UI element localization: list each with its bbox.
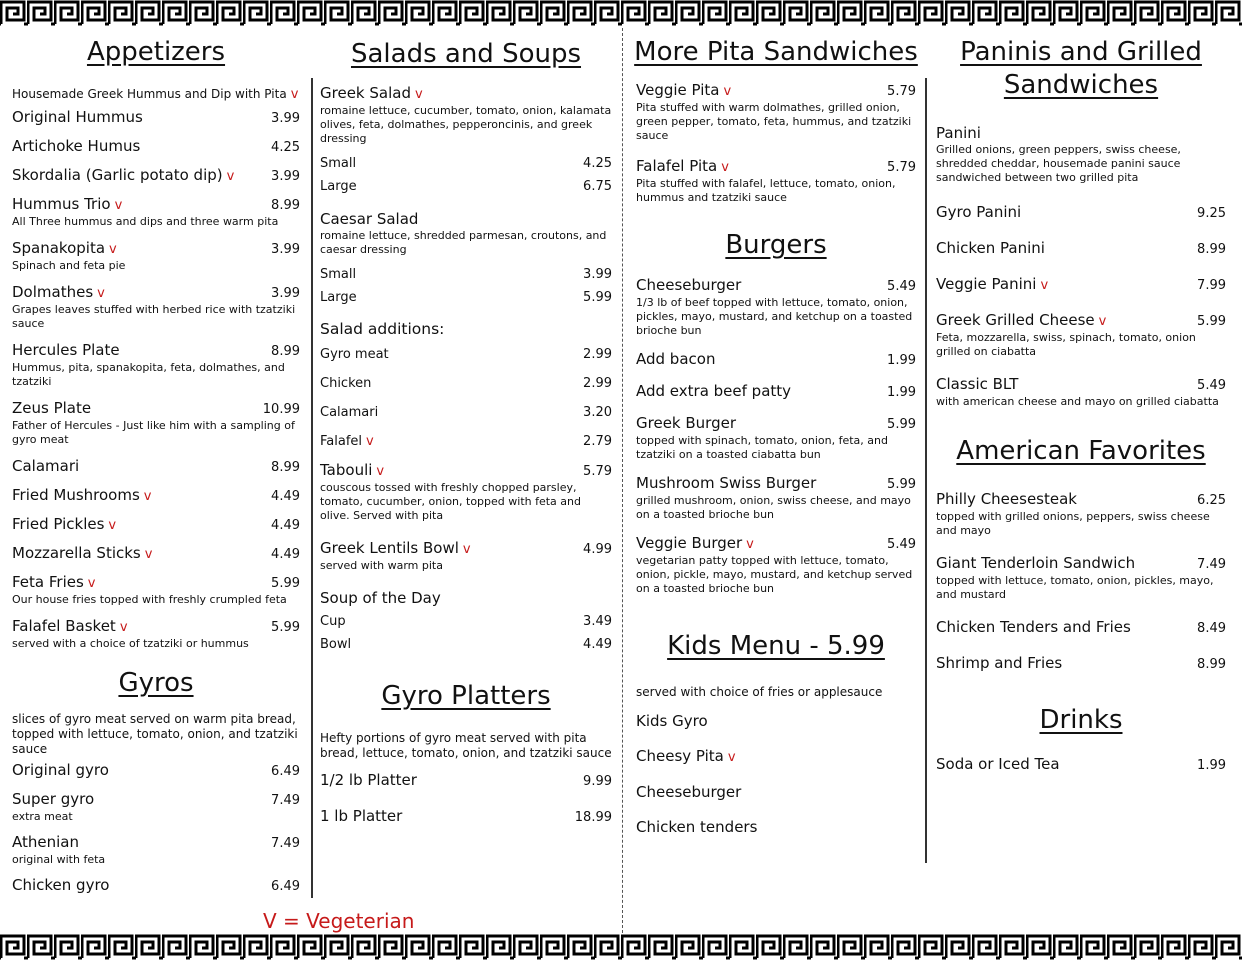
item-price: 1.99: [887, 353, 916, 368]
veg-marker: v: [143, 489, 152, 504]
menu-item: [632, 276, 920, 338]
veg-marker: v: [144, 547, 153, 562]
item-price: 2.99: [583, 347, 612, 362]
item-price: 1.99: [887, 385, 916, 400]
veg-marker: v: [97, 286, 105, 301]
item-price: 5.99: [1197, 314, 1226, 329]
veg-marker: v: [366, 434, 374, 449]
item-name: Fried Pickles: [12, 515, 105, 533]
salads-title: Salads and Soups: [350, 39, 582, 69]
veg-marker: v: [462, 542, 471, 557]
item-name: Falafel: [320, 434, 363, 449]
menu-item: [632, 747, 920, 767]
item-desc: grilled mushroom, onion, swiss cheese, and mayo on a toasted brioche bun: [636, 494, 911, 521]
item-price: 8.99: [1197, 242, 1226, 257]
pita-title: More Pita Sandwiches: [634, 37, 918, 67]
menu-item: [932, 375, 1230, 409]
item-name: Calamari: [320, 405, 379, 420]
item-name: Chicken: [320, 376, 372, 391]
item-name: Small: [320, 267, 357, 282]
column-3: [632, 30, 920, 837]
menu-item: [632, 818, 920, 837]
item-name: Athenian: [12, 833, 79, 851]
vegetarian-legend: V = Vegeterian: [263, 909, 415, 933]
item-price: 5.49: [887, 537, 916, 552]
item-price: 2.99: [583, 376, 612, 391]
veg-marker: v: [1040, 278, 1049, 293]
appetizers-title: Appetizers: [86, 37, 226, 67]
fold-line: [622, 28, 623, 933]
item-name: Mushroom Swiss Burger: [636, 474, 817, 492]
item-name: Shrimp and Fries: [936, 654, 1063, 672]
menu-item: [8, 833, 304, 867]
menu-item: [316, 345, 616, 364]
item-price: 4.25: [583, 156, 612, 171]
item-desc: topped with spinach, tomato, onion, feta, and tzatziki on a toasted ciabatta bun: [636, 434, 888, 461]
item-desc: All Three hummus and dips and three warm pita: [12, 215, 279, 228]
menu-item: [632, 414, 920, 462]
item-name: Small: [320, 156, 357, 171]
item-price: 7.49: [271, 836, 300, 851]
item-name: Falafel Pita: [636, 157, 718, 175]
menu-item: [316, 265, 616, 284]
item-price: 7.99: [1197, 278, 1226, 293]
platters-intro: Hefty portions of gyro meat served with pita bread, lettuce, tomato, onion, and tzatziki sauce: [320, 731, 612, 760]
item-price: 3.20: [583, 405, 612, 420]
menu-item: [8, 876, 304, 896]
item-desc: Feta, mozzarella, swiss, spinach, tomato, onion grilled on ciabatta: [936, 331, 1196, 358]
menu-item: [8, 137, 304, 157]
item-name: Classic BLT: [936, 375, 1019, 393]
column-1: [8, 30, 304, 896]
item-name: Original Hummus: [12, 108, 143, 126]
menu-item: [632, 712, 920, 731]
menu-item: [316, 771, 616, 791]
item-price: 8.99: [271, 198, 300, 213]
item-price: 1.99: [1197, 758, 1226, 773]
item-desc: topped with grilled onions, peppers, swiss cheese and mayo: [936, 510, 1210, 537]
item-price: 5.99: [583, 290, 612, 305]
item-price: 9.99: [583, 774, 612, 789]
platters-title: Gyro Platters: [381, 681, 551, 711]
menu-item: [8, 239, 304, 273]
menu-item: [632, 534, 920, 596]
item-name: Bowl: [320, 637, 352, 652]
veg-marker: v: [226, 169, 235, 184]
item-name: Veggie Pita: [636, 81, 720, 99]
appetizers-intro: Housemade Greek Hummus and Dip with Pita v: [12, 87, 299, 102]
item-name: Soda or Iced Tea: [936, 755, 1060, 773]
item-desc: romaine lettuce, shredded parmesan, croutons, and caesar dressing: [320, 229, 607, 256]
item-price: 6.49: [271, 764, 300, 779]
item-price: 5.79: [583, 464, 612, 479]
veg-marker: v: [119, 620, 128, 635]
item-name: 1 lb Platter: [320, 807, 403, 825]
item-name: Gyro Panini: [936, 203, 1022, 221]
item-name: Veggie Panini: [936, 275, 1037, 293]
divider-1: [311, 78, 313, 898]
menu-item: [632, 474, 920, 522]
item-price: 3.49: [583, 614, 612, 629]
item-price: 4.49: [271, 489, 300, 504]
menu-item: [932, 490, 1230, 538]
veg-marker: v: [746, 537, 754, 552]
item-name: Caesar Salad: [320, 210, 419, 228]
menu-item: [632, 350, 920, 370]
veg-marker: v: [414, 87, 423, 102]
menu-item: [932, 203, 1230, 223]
veg-marker: v: [1098, 314, 1107, 329]
item-price: 8.99: [271, 460, 300, 475]
item-price: 5.99: [887, 477, 916, 492]
item-price: 6.25: [1197, 493, 1226, 508]
item-price: 6.75: [583, 179, 612, 194]
item-name: Fried Mushrooms: [12, 486, 140, 504]
veg-marker: v: [109, 242, 117, 257]
drinks-title: Drinks: [1039, 705, 1123, 735]
item-price: 18.99: [574, 810, 612, 825]
menu-item: [932, 618, 1230, 638]
item-name: Veggie Burger: [636, 534, 743, 552]
item-name: Greek Burger: [636, 414, 736, 432]
item-price: 7.49: [271, 793, 300, 808]
item-desc: Pita stuffed with falafel, lettuce, tomato, onion, hummus and tzatziki sauce: [636, 177, 896, 204]
item-name: Cheesy Pita: [636, 747, 724, 765]
item-price: 9.25: [1197, 206, 1226, 221]
item-name: Tabouli: [320, 461, 373, 479]
menu-item: [932, 311, 1230, 359]
menu-item: [632, 783, 920, 802]
item-desc: 1/3 lb of beef topped with lettuce, tomato, onion, pickles, mayo, mustard, and ketchup on a toasted brioche bun: [636, 296, 913, 337]
item-price: 4.49: [583, 637, 612, 652]
veg-marker: v: [723, 84, 732, 99]
item-name: Original gyro: [12, 761, 109, 779]
american-title: American Favorites: [956, 436, 1206, 466]
menu-item: [316, 612, 616, 631]
menu-item: [316, 210, 616, 257]
veg-marker: v: [721, 160, 729, 175]
item-price: 5.49: [887, 279, 916, 294]
menu-item: [316, 403, 616, 422]
item-price: 5.49: [1197, 378, 1226, 393]
item-name: Zeus Plate: [12, 399, 92, 417]
item-price: 5.99: [271, 576, 300, 591]
item-name: Artichoke Humus: [12, 137, 141, 155]
item-name: Chicken Panini: [936, 239, 1045, 257]
menu-item: [8, 341, 304, 389]
menu-item: [316, 288, 616, 307]
item-desc: Hummus, pita, spanakopita, feta, dolmathes, and tzatziki: [12, 361, 285, 388]
item-name: Cup: [320, 614, 346, 629]
item-price: 3.99: [271, 169, 300, 184]
menu-item: [316, 84, 616, 146]
item-desc: Spinach and feta pie: [12, 259, 126, 272]
item-name: Greek Grilled Cheese: [936, 311, 1095, 329]
menu-item: [316, 177, 616, 196]
gyros-list: [8, 761, 304, 896]
menu-item: [8, 790, 304, 824]
item-price: 3.99: [271, 111, 300, 126]
column-4: [932, 30, 1230, 775]
item-name: Spanakopita: [12, 239, 106, 257]
item-price: 5.99: [271, 620, 300, 635]
item-name: Hercules Plate: [12, 341, 120, 359]
item-desc: Father of Hercules - Just like him with a sampling of gyro meat: [12, 419, 295, 446]
item-name: Gyro meat: [320, 347, 389, 362]
appetizers-list: [8, 108, 304, 651]
item-name: Large: [320, 290, 357, 305]
item-price: 3.99: [271, 242, 300, 257]
item-desc: topped with lettuce, tomato, onion, pickles, mayo, and mustard: [936, 574, 1214, 601]
menu-item: [8, 283, 304, 331]
burgers-title: Burgers: [725, 230, 827, 260]
greek-key-border-bottom: [0, 934, 1242, 960]
item-price: 8.99: [1197, 657, 1226, 672]
item-name: Add bacon: [636, 350, 716, 368]
item-name: Super gyro: [12, 790, 95, 808]
menu-item: [8, 457, 304, 477]
item-price: 5.79: [887, 160, 916, 175]
kids-title: Kids Menu - 5.99: [667, 631, 885, 661]
gyros-title: Gyros: [118, 668, 194, 698]
item-name: Cheeseburger: [636, 276, 742, 294]
veg-marker: v: [727, 750, 736, 765]
greek-key-border-top: [0, 0, 1242, 26]
item-desc: extra meat: [12, 810, 73, 823]
menu-item: [8, 515, 304, 535]
item-price: 4.25: [271, 140, 300, 155]
item-price: 4.99: [583, 542, 612, 557]
menu-item: [8, 108, 304, 128]
column-2: [316, 30, 616, 827]
item-desc: with american cheese and mayo on grilled ciabatta: [936, 395, 1219, 408]
item-name: Add extra beef patty: [636, 382, 792, 400]
item-name: Skordalia (Garlic potato dip): [12, 166, 223, 184]
menu-item: [932, 239, 1230, 259]
item-price: 5.79: [887, 84, 916, 99]
item-name: Kids Gyro: [636, 712, 708, 730]
gyros-intro: slices of gyro meat served on warm pita bread, topped with lettuce, tomato, onion, and tzatziki sauce: [12, 712, 298, 756]
menu-item: [932, 755, 1230, 775]
item-name: Philly Cheesesteak: [936, 490, 1077, 508]
menu-item: [316, 432, 616, 451]
item-desc: served with a choice of tzatziki or hummus: [12, 637, 249, 650]
item-name: Soup of the Day: [320, 589, 441, 607]
menu-item: [316, 539, 616, 573]
item-desc: romaine lettuce, cucumber, tomato, onion, kalamata olives, feta, dolmathes, pepperoncinis, and greek dressing: [320, 104, 612, 145]
item-name: Greek Salad: [320, 84, 411, 102]
menu-item: [8, 617, 304, 651]
item-desc: Pita stuffed with warm dolmathes, grilled onion, green pepper, tomato, feta, hummus, and tzatziki sauce: [636, 101, 912, 142]
menu-item: [932, 654, 1230, 674]
item-desc: served with warm pita: [320, 559, 443, 572]
menu-item: [8, 761, 304, 781]
item-name: Chicken Tenders and Fries: [936, 618, 1131, 636]
divider-3: [925, 78, 927, 863]
item-name: Dolmathes: [12, 283, 94, 301]
menu-item: [8, 166, 304, 186]
item-price: 4.49: [271, 547, 300, 562]
veg-marker: v: [108, 518, 117, 533]
item-name: Hummus Trio: [12, 195, 111, 213]
item-name: Chicken gyro: [12, 876, 110, 894]
item-price: 7.49: [1197, 557, 1226, 572]
menu-item: [8, 486, 304, 506]
item-name: Calamari: [12, 457, 80, 475]
item-name: Chicken tenders: [636, 818, 758, 836]
menu-item: [316, 807, 616, 827]
menu-item: [8, 195, 304, 229]
item-name: Falafel Basket: [12, 617, 116, 635]
menu-item: [932, 275, 1230, 295]
menu-item: [632, 157, 920, 205]
menu-item: [632, 81, 920, 143]
item-desc: vegetarian patty topped with lettuce, tomato, onion, pickle, mayo, mustard, and ketchup served on a toasted brioche bun: [636, 554, 913, 595]
item-desc: couscous tossed with freshly chopped parsley, tomato, cucumber, onion, topped with feta and olive. Served with pita: [320, 481, 581, 522]
item-name: Giant Tenderloin Sandwich: [936, 554, 1136, 572]
menu-item: [632, 382, 920, 402]
item-name: 1/2 lb Platter: [320, 771, 417, 789]
menu-item: [316, 374, 616, 393]
menu-item: [8, 399, 304, 447]
menu-item: [8, 573, 304, 607]
veg-marker: v: [87, 576, 96, 591]
item-price: 3.99: [583, 267, 612, 282]
paninis-title: Paninis and Grilled Sandwiches: [960, 37, 1202, 100]
item-desc: Grilled onions, green peppers, swiss cheese, shredded cheddar, housemade panini sauce sandwiched between two grilled pita: [936, 143, 1181, 184]
item-name: Feta Fries: [12, 573, 84, 591]
item-price: 6.49: [271, 879, 300, 894]
item-desc: Grapes leaves stuffed with herbed rice with tzatziki sauce: [12, 303, 296, 330]
menu-item: [932, 554, 1230, 602]
item-price: 2.79: [583, 434, 612, 449]
item-price: 10.99: [262, 402, 300, 417]
menu-item: [8, 544, 304, 564]
item-desc: original with feta: [12, 853, 106, 866]
item-price: 8.49: [1197, 621, 1226, 636]
kids-intro: served with choice of fries or applesauce: [636, 685, 883, 699]
item-name: Greek Lentils Bowl: [320, 539, 459, 557]
salad-additions-title: Salad additions:: [320, 320, 445, 338]
item-price: 8.99: [271, 344, 300, 359]
item-price: 5.99: [887, 417, 916, 432]
item-name: Cheeseburger: [636, 783, 742, 801]
veg-marker: v: [114, 198, 123, 213]
menu-item: [932, 124, 1230, 185]
item-name: Mozzarella Sticks: [12, 544, 141, 562]
item-name: Large: [320, 179, 357, 194]
menu-item: [316, 635, 616, 654]
menu-item: [316, 589, 616, 608]
menu-item: [316, 461, 616, 523]
item-price: 3.99: [271, 286, 300, 301]
item-name: Panini: [936, 124, 981, 142]
item-desc: Our house fries topped with freshly crumpled feta: [12, 593, 287, 606]
menu-item: [316, 154, 616, 173]
veg-marker: v: [376, 464, 385, 479]
item-price: 4.49: [271, 518, 300, 533]
